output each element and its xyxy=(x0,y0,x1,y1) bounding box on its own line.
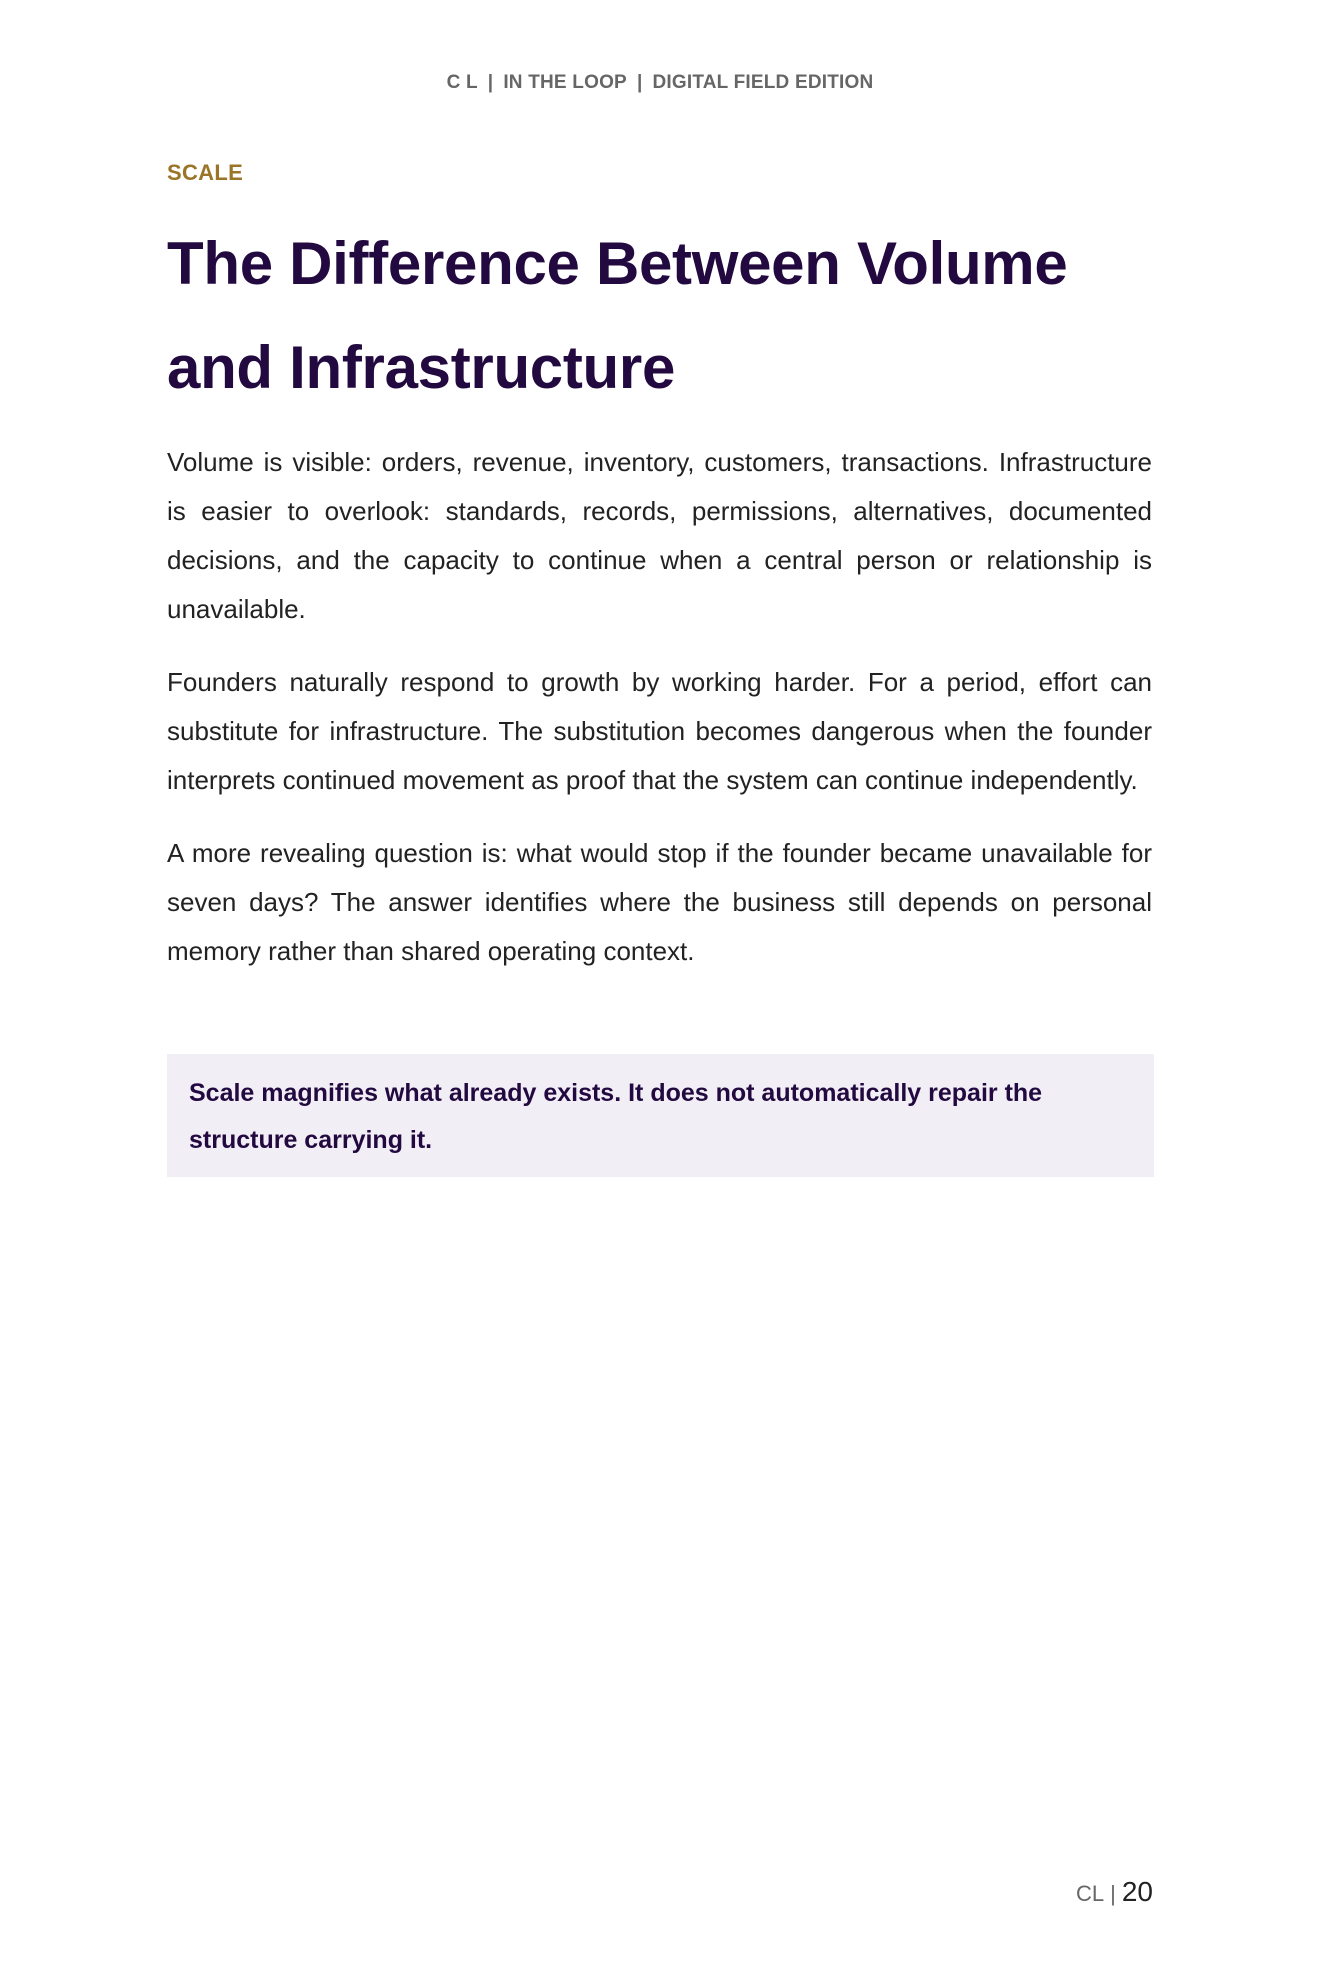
callout-text: Scale magnifies what already exists. It does not automatically repair the structure carrying it. xyxy=(189,1079,1043,1154)
section-kicker: SCALE xyxy=(167,160,244,185)
footer-separator: | xyxy=(1110,1881,1116,1906)
body-paragraph: Founders naturally respond to growth by working harder. For a period, effort can substitute for infrastructure. The substitution becomes dangerous when the founder interprets continued movement as proof that the system can continue independently. xyxy=(167,667,1152,795)
body-paragraph: Volume is visible: orders, revenue, inventory, customers, transactions. Infrastructure is easier to overlook: standards, records, permissions, alternatives, documented decisions, and the capacity to continue when a central person or relationship is unavailable. xyxy=(167,447,1152,624)
header-edition: DIGITAL FIELD EDITION xyxy=(652,72,874,93)
page-number: 20 xyxy=(1121,1876,1153,1907)
running-header xyxy=(0,72,1320,94)
article-body xyxy=(167,438,1152,1000)
body-paragraph: A more revealing question is: what would stop if the founder became unavailable for seven days? The answer identifies where the business still depends on personal memory rather than shared operating context. xyxy=(167,838,1152,966)
header-separator: | xyxy=(636,72,643,93)
footer-label: CL xyxy=(1076,1881,1105,1906)
pull-quote-callout xyxy=(167,1054,1154,1177)
header-publication: IN THE LOOP xyxy=(503,72,627,93)
header-brand: C L xyxy=(446,72,478,93)
page-footer xyxy=(1076,1876,1153,1908)
article-title: The Difference Between Volume and Infrastructure xyxy=(167,230,1068,401)
header-separator: | xyxy=(487,72,494,93)
